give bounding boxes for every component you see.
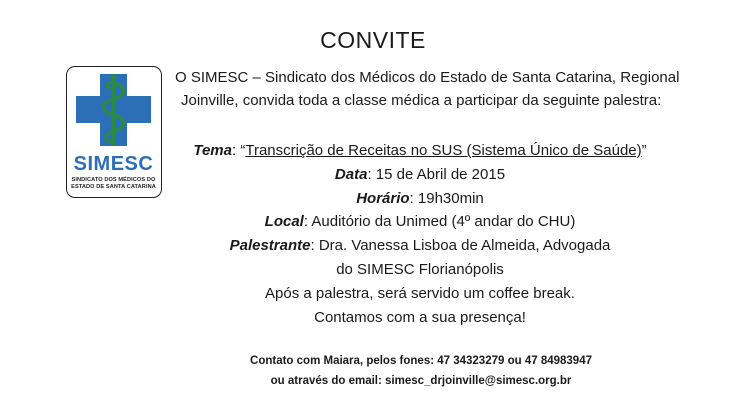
simesc-logo [66, 66, 162, 198]
local-label: Local [264, 213, 304, 230]
data-value: 15 de Abril de 2015 [375, 166, 506, 183]
palestrante-row2: do SIMESC Florianópolis [336, 261, 504, 278]
contact-phones: Contato com Maiara, pelos fones: 47 34323279 ou 47 84983947 [250, 355, 592, 367]
page-title: CONVITE [320, 27, 426, 53]
horario-row: Horário: 19h30min [356, 190, 484, 207]
tema-value: Transcrição de Receitas no SUS (Sistema Único de Saúde) [245, 142, 642, 159]
intro-line2: Joinville, convida toda a classe médica a participar da seguinte palestra: [181, 92, 662, 109]
tema-label: Tema [193, 142, 232, 159]
data-row: Data: 15 de Abril de 2015 [334, 166, 506, 183]
tema-row: Tema: “Transcrição de Receitas no SUS (Sistema Único de Saúde)” [193, 142, 647, 159]
intro-line1: O SIMESC – Sindicato dos Médicos do Estado de Santa Catarina, Regional [175, 69, 680, 86]
data-label: Data [334, 166, 368, 183]
palestrante-label: Palestrante [229, 237, 311, 254]
contact-email: ou através do email: simesc_drjoinville@simesc.org.br [270, 375, 572, 387]
palestrante-row: Palestrante: Dra. Vanessa Lisboa de Almeida, Advogada [229, 237, 611, 254]
horario-value: 19h30min [417, 190, 484, 207]
horario-label: Horário [356, 190, 410, 207]
closing-text: Contamos com a sua presença! [314, 309, 526, 326]
palestrante-value: Dra. Vanessa Lisboa de Almeida, Advogada [318, 237, 611, 254]
local-row: Local: Auditório da Unimed (4º andar do CHU) [264, 213, 576, 230]
logo-subtitle-line1: SINDICATO DOS MÉDICOS DO [71, 177, 156, 183]
intro-paragraph [175, 66, 715, 112]
coffee-break-text: Após a palestra, será servido um coffee break. [265, 285, 575, 302]
logo-name: SIMESC [73, 153, 154, 175]
local-value: Auditório da Unimed (4º andar do CHU) [311, 213, 576, 230]
logo-subtitle-line2: ESTADO DE SANTA CATARINA [71, 184, 156, 190]
